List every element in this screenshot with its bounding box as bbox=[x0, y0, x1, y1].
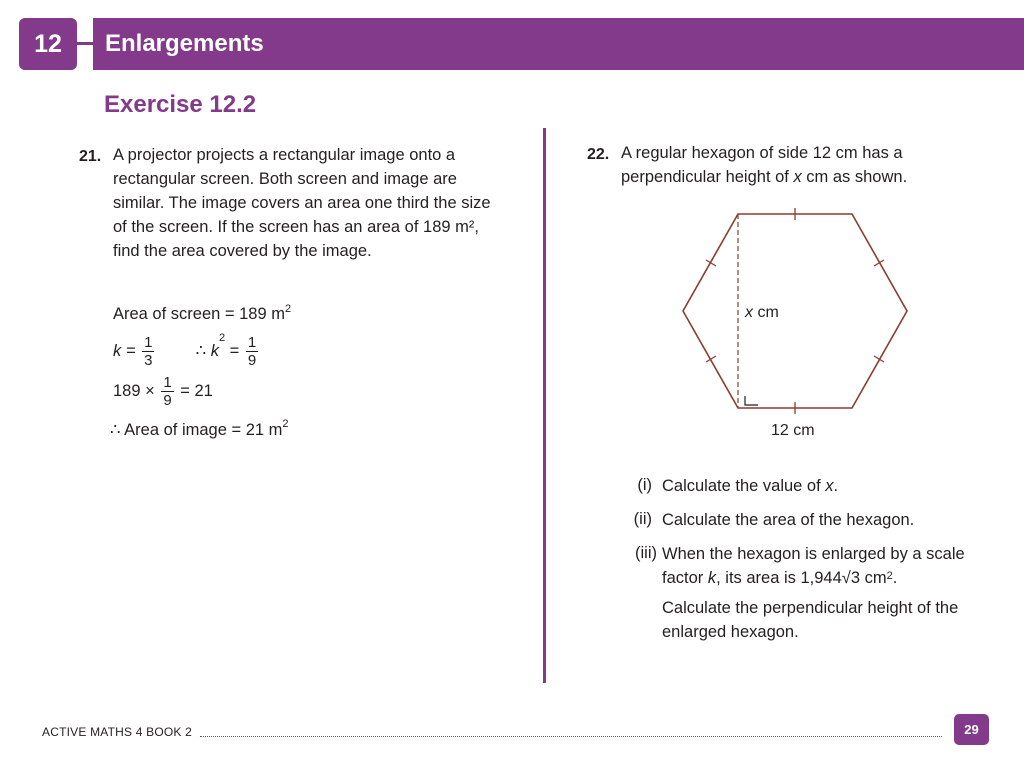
part-iii-label: (iii) bbox=[635, 544, 657, 562]
q21-number: 21. bbox=[79, 148, 102, 165]
part-i-text: Calculate the value of x. bbox=[662, 477, 839, 495]
side-length-label: 12 cm bbox=[771, 422, 815, 439]
part-iii-text: When the hexagon is enlarged by a scale factor k, its area is 1,944√3 $cm^2$. Calculate the perpendicular height of the enlarged hexagon. bbox=[662, 545, 965, 641]
part-ii-label: (ii) bbox=[633, 510, 652, 528]
q21-solution-final: ∴ Area of image = 21 $m^2$ bbox=[110, 418, 289, 439]
q21-solution-k-line: k = $\frac{1}{3}$ ∴ $k^2$ = $\frac{1}{9}$ bbox=[113, 332, 257, 369]
footer-book-title: ACTIVE MATHS 4 BOOK 2 bbox=[42, 725, 193, 739]
page-number-badge: 29 bbox=[954, 714, 989, 745]
calc-fraction: $\frac{1}{9}$ bbox=[163, 374, 172, 409]
q21-solution-calc-line: 189 × $\frac{1}{9}$ = 21 bbox=[113, 374, 213, 409]
k2-fraction: $\frac{1}{9}$ bbox=[247, 334, 257, 369]
header-connector bbox=[77, 42, 93, 45]
part-ii-text: Calculate the area of the hexagon. bbox=[662, 511, 915, 529]
hexagon-outline bbox=[683, 214, 907, 408]
part-i-label: (i) bbox=[637, 476, 652, 494]
k-fraction: $\frac{1}{3}$ bbox=[144, 334, 153, 369]
chapter-number: 12 bbox=[19, 18, 77, 70]
right-angle-marker bbox=[745, 396, 758, 405]
hexagon-diagram bbox=[670, 200, 930, 450]
column-divider bbox=[543, 128, 546, 683]
q22-number: 22. bbox=[587, 146, 610, 163]
exercise-title: Exercise 12.2 bbox=[104, 91, 257, 118]
chapter-title: Enlargements bbox=[105, 30, 264, 57]
footer-dotted-rule bbox=[200, 736, 942, 737]
q21-solution-line1: Area of screen = 189 $m^2$ bbox=[113, 303, 292, 323]
q21-text: A projector projects a rectangular image onto a rectangular screen. Both screen and image are similar. The image covers an area one third the size of the screen. If the screen has an area of 189 m², find the area covered by the image. bbox=[113, 146, 491, 260]
q22-text: A regular hexagon of side 12 cm has a perpendicular height of x cm as shown. bbox=[621, 144, 908, 186]
height-label: x cm bbox=[745, 304, 779, 321]
